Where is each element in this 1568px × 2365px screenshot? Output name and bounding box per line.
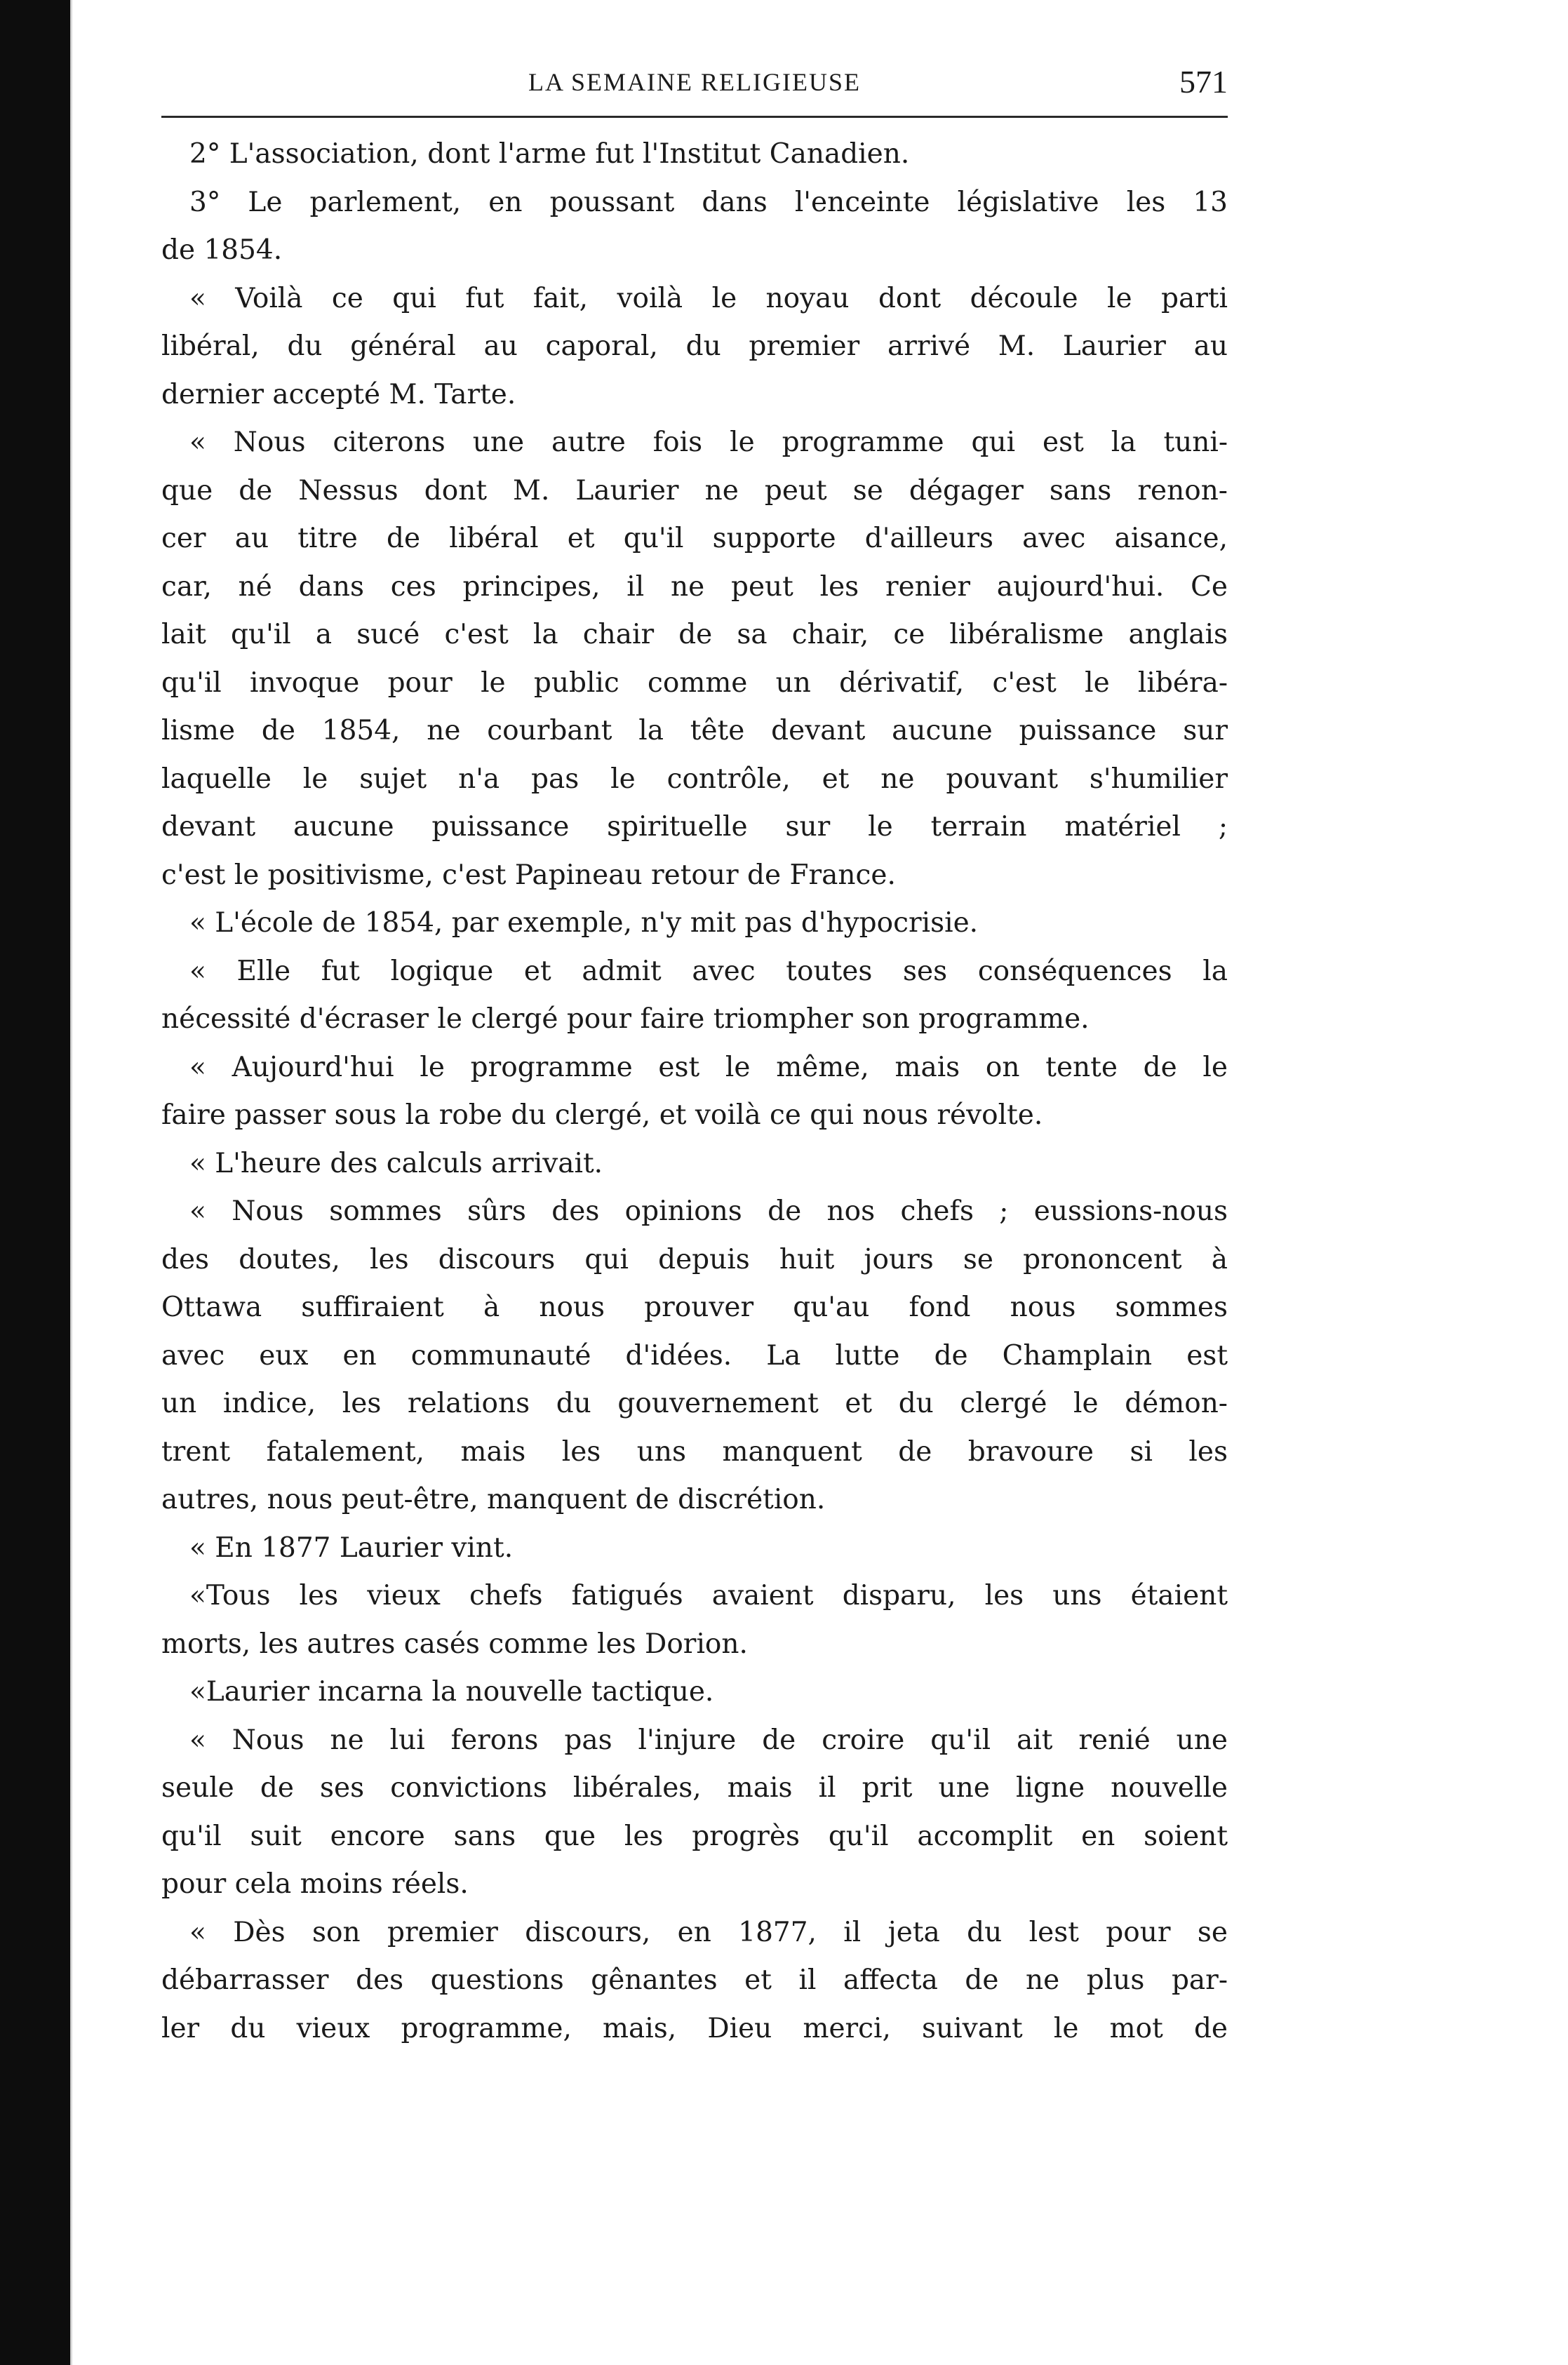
text-line: dernier accepté M. Tarte.: [161, 378, 516, 410]
running-title: LA SEMAINE RELIGIEUSE: [528, 68, 861, 96]
text-line: cer au titre de libéral et qu'il supporte d'ailleurs avec aisance,: [161, 523, 1228, 554]
text-line: un indice, les relations du gouvernement et du clergé le démon-: [161, 1388, 1228, 1419]
text-line: avec eux en communauté d'idées. La lutte de Champlain est: [161, 1339, 1228, 1372]
header-rule: [161, 116, 1228, 118]
page: [161, 64, 1228, 2053]
page-number: 571: [1179, 64, 1228, 100]
text-line: car, né dans ces principes, il ne peut les renier aujourd'hui. Ce: [161, 570, 1228, 603]
text-line: lisme de 1854, ne courbant la tête devant aucune puissance sur: [161, 715, 1228, 746]
text-line: de 1854.: [161, 234, 283, 266]
text-line: « L'heure des calculs arrivait.: [189, 1147, 603, 1179]
text-line: 3° Le parlement, en poussant dans l'enceinte législative les 13: [189, 186, 1228, 218]
text-line: nécessité d'écraser le clergé pour faire triompher son programme.: [161, 1003, 1090, 1035]
text-line: faire passer sous la robe du clergé, et voilà ce qui nous révolte.: [161, 1099, 1043, 1131]
text-line: « Nous sommes sûrs des opinions de nos chefs ; eussions-nous: [189, 1195, 1228, 1227]
text-line: « Voilà ce qui fut fait, voilà le noyau dont découle le parti: [189, 282, 1228, 314]
text-line: « Dès son premier discours, en 1877, il jeta du lest pour se: [189, 1916, 1228, 1948]
text-line: pour cela moins réels.: [161, 1868, 469, 1900]
text-line: «Tous les vieux chefs fatigués avaient disparu, les uns étaient: [189, 1580, 1228, 1612]
text-line: «Laurier incarna la nouvelle tactique.: [189, 1676, 714, 1708]
text-line: c'est le positivisme, c'est Papineau retour de France.: [161, 859, 896, 891]
text-line: 2° L'association, dont l'arme fut l'Institut Canadien.: [189, 138, 910, 170]
text-line: trent fatalement, mais les uns manquent de bravoure si les: [161, 1435, 1228, 1468]
running-head: [161, 64, 1228, 109]
text-line: Ottawa suffiraient à nous prouver qu'au fond nous sommes: [161, 1292, 1228, 1323]
text-line: autres, nous peut-être, manquent de discrétion.: [161, 1484, 826, 1515]
scan-edge: [0, 0, 70, 2365]
text-line: des doutes, les discours qui depuis huit jours se prononcent à: [161, 1243, 1228, 1275]
text-line: « Nous ne lui ferons pas l'injure de croire qu'il ait renié une: [189, 1724, 1228, 1756]
body-text: [161, 130, 1228, 2053]
text-line: « Aujourd'hui le programme est le même, mais on tente de le: [189, 1051, 1228, 1083]
text-line: qu'il invoque pour le public comme un dérivatif, c'est le libéra-: [161, 666, 1228, 699]
text-line: morts, les autres casés comme les Dorion.: [161, 1628, 748, 1660]
text-line: lait qu'il a sucé c'est la chair de sa chair, ce libéralisme anglais: [161, 619, 1228, 650]
text-line: « L'école de 1854, par exemple, n'y mit pas d'hypocrisie.: [189, 907, 979, 939]
text-line: que de Nessus dont M. Laurier ne peut se dégager sans renon-: [161, 474, 1228, 507]
text-line: « Elle fut logique et admit avec toutes ses conséquences la: [189, 955, 1228, 987]
text-line: devant aucune puissance spirituelle sur le terrain matériel ;: [161, 811, 1228, 843]
text-line: « En 1877 Laurier vint.: [189, 1532, 514, 1564]
text-line: libéral, du général au caporal, du premier arrivé M. Laurier au: [161, 330, 1228, 362]
text-line: seule de ses convictions libérales, mais il prit une ligne nouvelle: [161, 1772, 1228, 1804]
text-line: « Nous citerons une autre fois le programme qui est la tuni-: [189, 427, 1228, 458]
text-line: débarrasser des questions gênantes et il affecta de ne plus par-: [161, 1964, 1228, 1996]
text-line: laquelle le sujet n'a pas le contrôle, et ne pouvant s'humilier: [161, 763, 1228, 795]
text-line: ler du vieux programme, mais, Dieu merci, suivant le mot de: [161, 2012, 1228, 2044]
text-line: qu'il suit encore sans que les progrès qu'il accomplit en soient: [161, 1820, 1228, 1852]
